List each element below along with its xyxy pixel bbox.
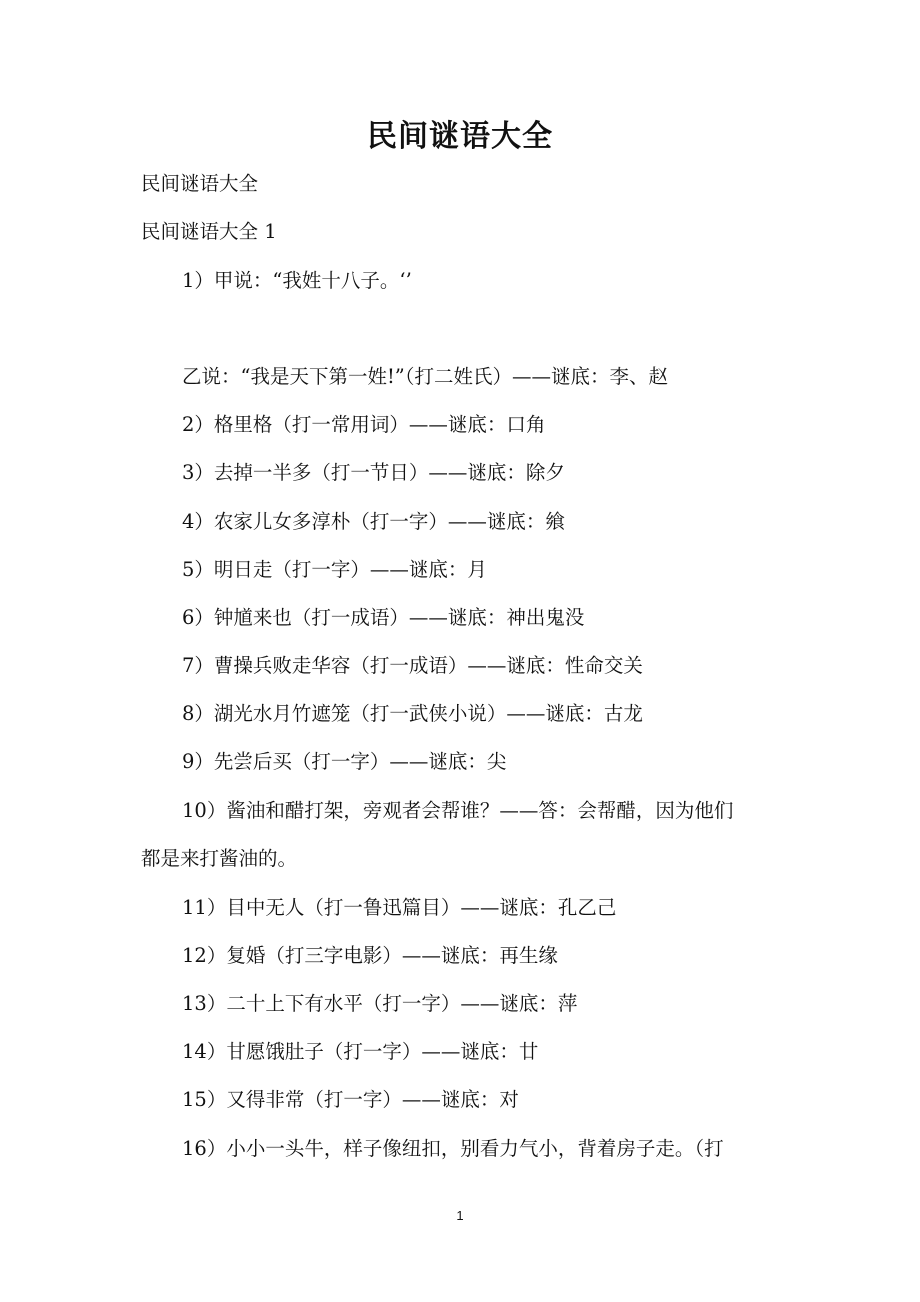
riddle-line: 13）二十上下有水平（打一字）——谜底：萍 (182, 992, 578, 1015)
riddle-line: 1）甲说：“我姓十八子。‘’ (182, 269, 412, 292)
riddle-line: 4）农家儿女多淳朴（打一字）——谜底：飨 (182, 510, 565, 533)
riddle-line: 14）甘愿饿肚子（打一字）——谜底：廿 (182, 1040, 539, 1063)
page-number: 1 (456, 1208, 464, 1223)
riddle-line: 6）钟馗来也（打一成语）——谜底：神出鬼没 (182, 606, 585, 629)
document-title: 民间谜语大全 (367, 119, 553, 154)
riddle-line: 9）先尝后买（打一字）——谜底：尖 (182, 750, 507, 773)
riddle-line: 10）酱油和醋打架，旁观者会帮谁？——答：会帮醋，因为他们 (182, 799, 734, 822)
riddle-line: 3）去掉一半多（打一节日）——谜底：除夕 (182, 461, 565, 484)
riddle-line: 12）复婚（打三字电影）——谜底：再生缘 (182, 944, 558, 967)
riddle-line: 11）目中无人（打一鲁迅篇目）——谜底：孔乙己 (182, 896, 617, 919)
riddle-line: 都是来打酱油的。 (141, 847, 298, 870)
section-heading: 民间谜语大全 1 (141, 220, 277, 243)
riddle-line: 5）明日走（打一字）——谜底：月 (182, 558, 487, 581)
subtitle: 民间谜语大全 (141, 172, 259, 195)
riddle-line: 8）湖光水月竹遮笼（打一武侠小说）——谜底：古龙 (182, 702, 643, 725)
riddle-line: 乙说：“我是天下第一姓!”（打二姓氏）——谜底：李、赵 (182, 365, 669, 388)
riddle-line: 2）格里格（打一常用词）——谜底：口角 (182, 413, 546, 436)
riddle-line: 16）小小一头牛，样子像纽扣，别看力气小，背着房子走。（打 (182, 1137, 724, 1160)
riddle-line: 7）曹操兵败走华容（打一成语）——谜底：性命交关 (182, 654, 643, 677)
riddle-line: 15）又得非常（打一字）——谜底：对 (182, 1088, 519, 1111)
